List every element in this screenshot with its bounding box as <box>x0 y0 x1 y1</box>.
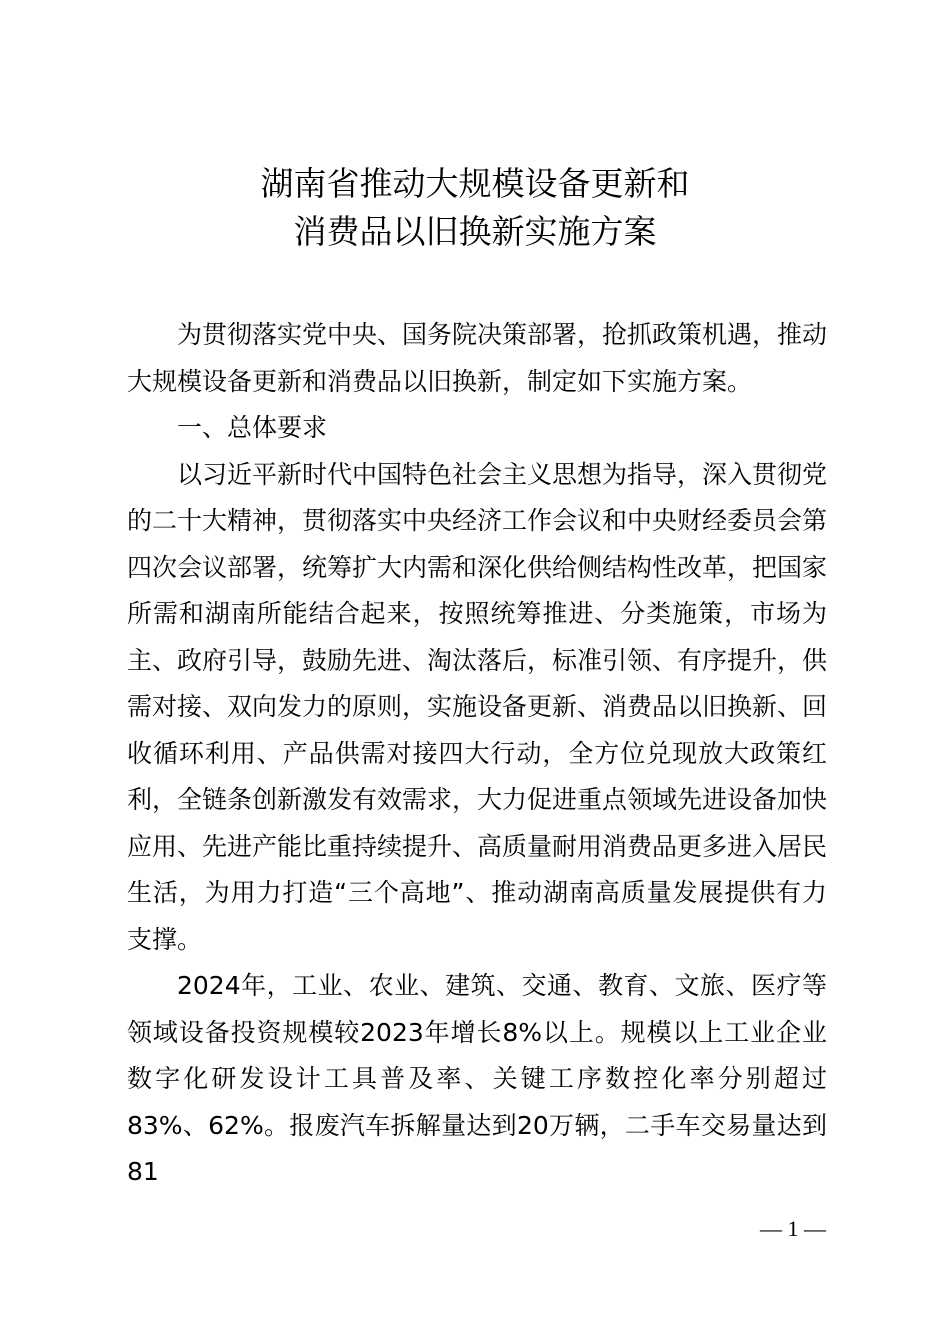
section-heading-overall-requirements: 一、总体要求 <box>177 413 328 442</box>
page-number: — 1 — <box>760 1216 826 1241</box>
targets-paragraph: 2024年，工业、农业、建筑、交通、教育、文旅、医疗等领域设备投资规模较2023年增长8%以上。规模以上工业企业数字化研发设计工具普及率、关键工序数控化率分别超过83%、62%。报废汽车拆解量达到20万辆，二手车交易量达到81 <box>127 971 827 1186</box>
guiding-principles-paragraph: 以习近平新时代中国特色社会主义思想为指导，深入贯彻党的二十大精神，贯彻落实中央经济工作会议和中央财经委员会第四次会议部署，统筹扩大内需和深化供给侧结构性改革，把国家所需和湖南所能结合起来，按照统筹推进、分类施策，市场为主、政府引导，鼓励先进、淘汰落后，标准引领、有序提升，供需对接、双向发力的原则，实施设备更新、消费品以旧换新、回收循环利用、产品供需对接四大行动，全方位兑现放大政策红利，全链条创新激发有效需求，大力促进重点领域先进设备加快应用、先进产能比重持续提升、高质量耐用消费品更多进入居民生活，为用力打造“三个高地”、推动湖南高质量发展提供有力支撑。 <box>127 459 828 954</box>
title-line-1: 湖南省推动大规模设备更新和 <box>260 164 690 203</box>
document-body <box>127 312 827 1196</box>
title-line-2: 消费品以旧换新实施方案 <box>293 212 657 251</box>
intro-paragraph: 为贯彻落实党中央、国务院决策部署，抢抓政策机遇，推动大规模设备更新和消费品以旧换新，制定如下实施方案。 <box>127 320 828 396</box>
document-title <box>0 160 950 256</box>
